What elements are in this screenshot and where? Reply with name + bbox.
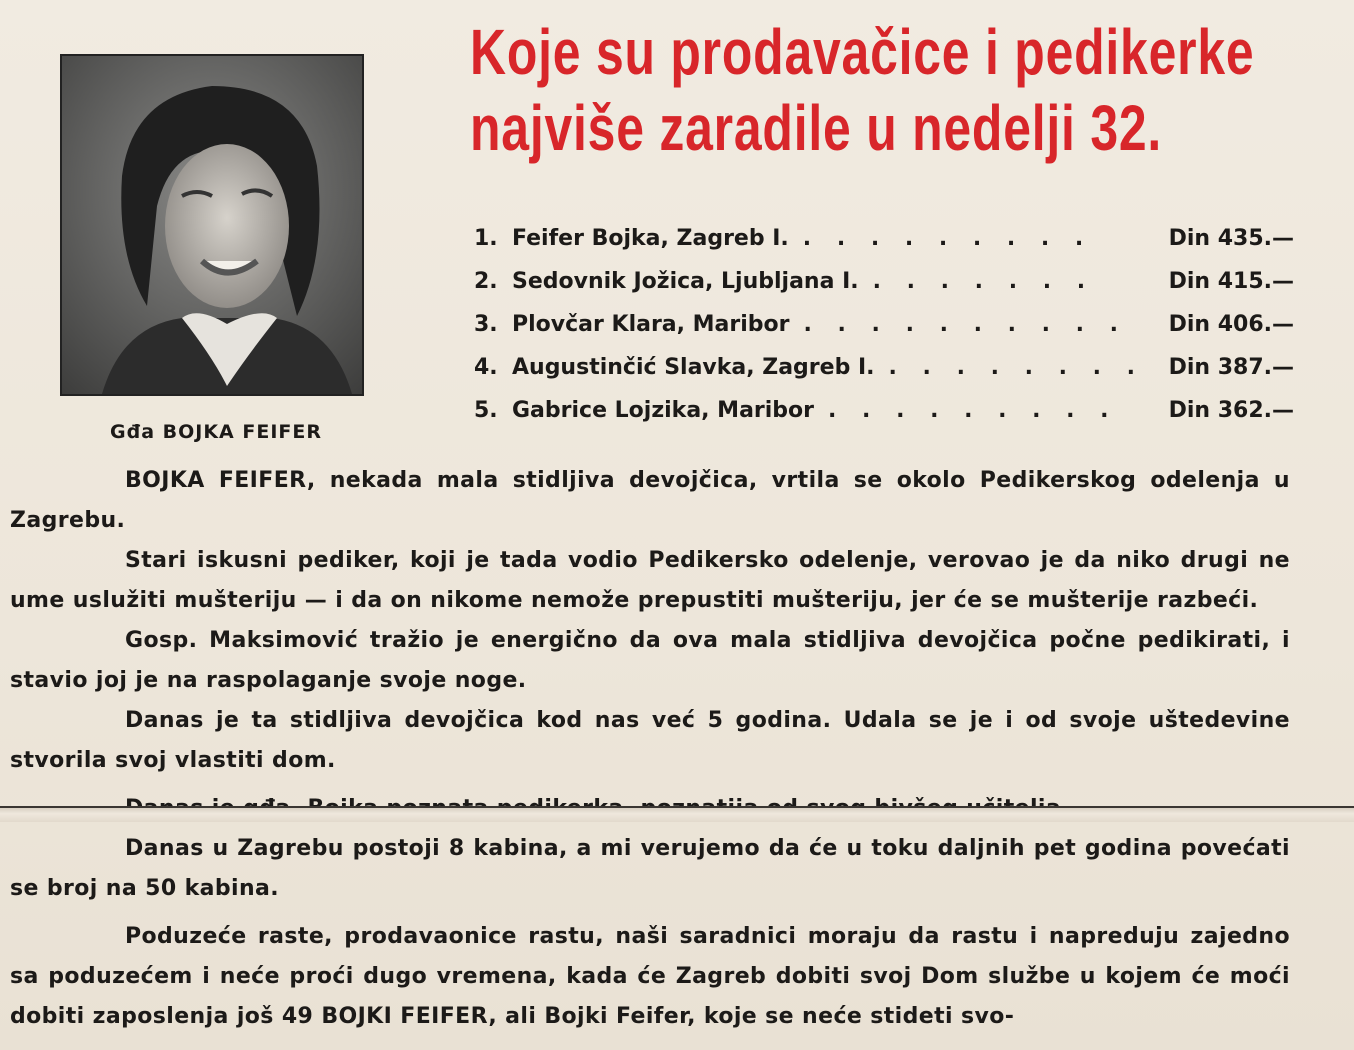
rank-name: Feifer Bojka, Zagreb I. (512, 226, 789, 251)
headline-line-2: najviše zaradile u nedelji 32. (470, 92, 1163, 164)
portrait-photo (60, 54, 364, 396)
rank-amount: Din 387.— (1168, 355, 1294, 380)
article-paragraph: Poduzeće raste, prodavaonice rastu, naši saradnici moraju da rastu i napreduju zajedno sa poduzećem i neće proći dugo vremena, kada će Zagreb dobiti svoj Dom službe u kojem će moći dobiti zaposlenja još 49 BOJKI FEIFER, ali Bojki Feifer, koje se neće stideti svo- (10, 924, 1290, 1029)
ranking-row (474, 312, 1294, 355)
article-paragraph: BOJKA FEIFER, nekada mala stidljiva devojčica, vrtila se okolo Pedikerskog odelenja u Zagrebu. (10, 468, 1290, 533)
paper-fold-crease (0, 806, 1354, 822)
rank-amount: Din 362.— (1168, 398, 1294, 423)
rank-number: 5. (474, 398, 498, 423)
ranking-row (474, 398, 1294, 441)
ranking-row (474, 269, 1294, 312)
portrait-illustration (62, 56, 362, 394)
rank-number: 3. (474, 312, 498, 337)
article-paragraph: Stari iskusni pediker, koji je tada vodio Pedikersko odelenje, verovao je da niko drugi ne ume uslužiti mušteriju — i da on nikome nemože prepustiti mušteriju, jer će se mušterije razbeći. (10, 548, 1290, 613)
rank-name: Augustinčić Slavka, Zagreb I. (512, 355, 875, 380)
rank-leader-dots: . . . . . . . . . . (803, 312, 1128, 337)
article-body (10, 461, 1290, 1037)
rank-number: 1. (474, 226, 498, 251)
article-paragraph: Gosp. Maksimović tražio je energično da ova mala stidljiva devojčica počne pedikirati, i stavio joj je na raspolaganje svoje noge. (10, 628, 1290, 693)
rank-amount: Din 415.— (1168, 269, 1294, 294)
rank-name: Sedovnik Jožica, Ljubljana I. (512, 269, 859, 294)
rank-leader-dots: . . . . . . . . . (802, 226, 1093, 251)
rank-amount: Din 435.— (1168, 226, 1294, 251)
rank-leader-dots: . . . . . . . . (888, 355, 1145, 380)
headline-line-1: Koje su prodavačice i pedikerke (470, 16, 1255, 88)
rank-amount: Din 406.— (1168, 312, 1294, 337)
rank-leader-dots: . . . . . . . . . (828, 398, 1118, 423)
headline (470, 14, 1255, 166)
ranking-row (474, 226, 1294, 269)
article-paragraph: Danas je ta stidljiva devojčica kod nas već 5 godina. Udala se je i od svoje uštedevine stvorila svoj vlastiti dom. (10, 708, 1290, 773)
rank-leader-dots: . . . . . . . (872, 269, 1095, 294)
rank-number: 4. (474, 355, 498, 380)
rank-number: 2. (474, 269, 498, 294)
rank-name: Plovčar Klara, Maribor (512, 312, 790, 337)
earnings-ranking-list (474, 226, 1294, 441)
ranking-row (474, 355, 1294, 398)
photo-caption: Gđa BOJKA FEIFER (110, 421, 322, 443)
rank-name: Gabrice Lojzika, Maribor (512, 398, 815, 423)
article-paragraph: Danas u Zagrebu postoji 8 kabina, a mi verujemo da će u toku daljnih pet godina povećati se broj na 50 kabina. (10, 836, 1290, 901)
